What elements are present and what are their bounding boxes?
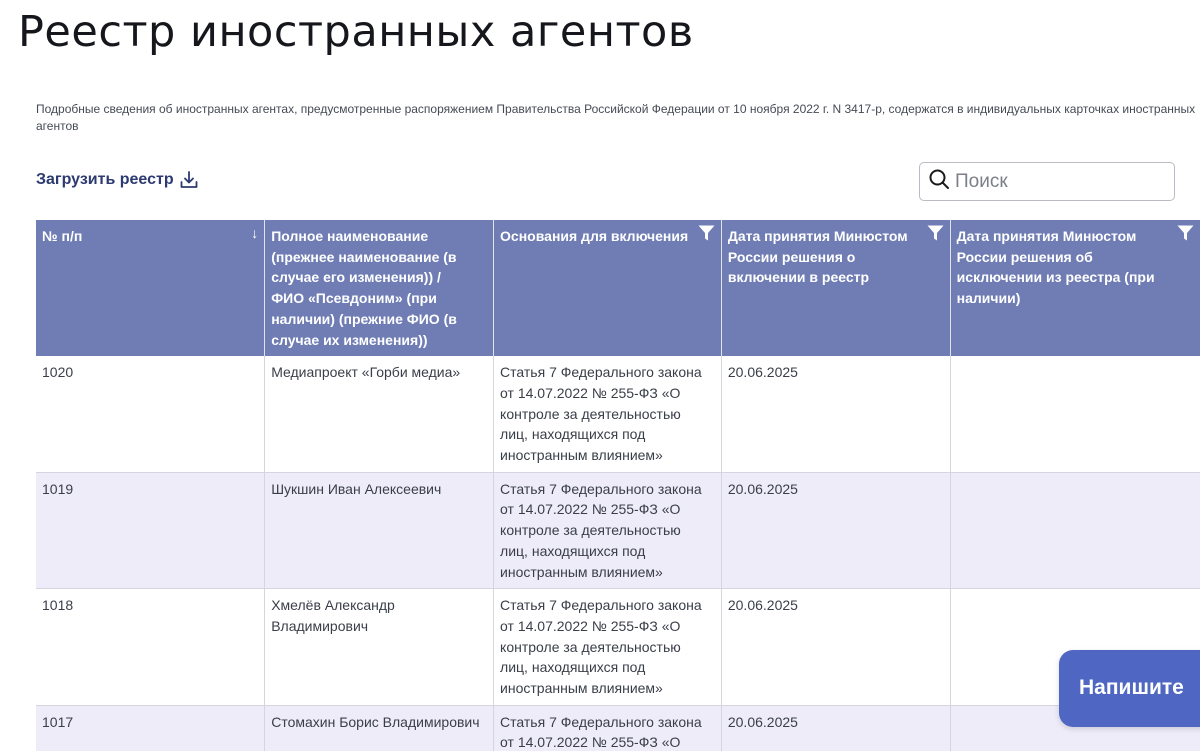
page-description: Подробные сведения об иностранных агентах, предусмотренные распоряжением Правительства Российской Федерации от 10 ноября 2022 г. N 3417-р, содержатся в индивидуальных карточках иностранных агентов [36, 102, 1196, 133]
filter-icon[interactable] [1177, 225, 1194, 247]
registry-table [36, 220, 1200, 751]
table-row[interactable] [36, 356, 1200, 472]
table-header-row [36, 220, 1200, 356]
cell-date-included: 20.06.2025 [721, 472, 950, 589]
page-title: Реестр иностранных агентов [18, 7, 694, 57]
cell-name[interactable]: Шукшин Иван Алексеевич [265, 472, 494, 589]
column-header-label: № п/п [42, 228, 83, 244]
cell-name[interactable]: Стомахин Борис Владимирович [265, 705, 494, 751]
column-header-basis [494, 220, 722, 356]
download-icon [179, 170, 199, 190]
search-box[interactable] [919, 162, 1175, 201]
cell-date-excluded [950, 472, 1200, 589]
cell-number: 1018 [36, 589, 265, 706]
cell-basis: Статья 7 Федерального закона от 14.07.2022 № 255-ФЗ «О [494, 705, 722, 751]
column-header-label: Дата принятия Минюстом России решения о включении в реестр [727, 228, 908, 286]
cell-basis: Статья 7 Федерального закона от 14.07.2022 № 255-ФЗ «О контроле за деятельностью лиц, находящихся под иностранным влиянием» [494, 589, 722, 706]
cell-name[interactable]: Хмелёв Александр Владимирович [265, 589, 494, 706]
table-row[interactable] [36, 589, 1200, 706]
download-registry-link[interactable] [36, 170, 199, 190]
cell-number: 1017 [36, 705, 265, 751]
search-icon [928, 168, 950, 195]
cell-name[interactable]: Медиапроект «Горби медиа» [265, 356, 494, 472]
column-header-name [265, 220, 494, 356]
filter-icon[interactable] [927, 225, 944, 247]
sort-arrow-down-icon[interactable]: ↓ [251, 225, 259, 241]
cell-date-excluded [950, 356, 1200, 472]
column-header-label: Основания для включения [500, 228, 689, 244]
chat-write-button[interactable] [1059, 650, 1200, 727]
column-header-number[interactable] [36, 220, 265, 356]
table-row[interactable] [36, 472, 1200, 589]
download-registry-label: Загрузить реестр [36, 171, 174, 188]
cell-basis: Статья 7 Федерального закона от 14.07.2022 № 255-ФЗ «О контроле за деятельностью лиц, находящихся под иностранным влиянием» [494, 356, 722, 472]
column-header-label: Полное наименование (прежнее наименование (в случае его изменения)) / ФИО «Псевдоним» (при наличии) (прежние ФИО (в случае их изменения)) [271, 228, 457, 348]
chat-write-label: Напишите [1079, 676, 1184, 699]
cell-date-included: 20.06.2025 [721, 356, 950, 472]
column-header-date-excluded [950, 220, 1200, 356]
cell-date-included: 20.06.2025 [721, 705, 950, 751]
column-header-date-included [721, 220, 950, 356]
filter-icon[interactable] [698, 225, 715, 247]
search-input[interactable] [955, 171, 1165, 193]
cell-number: 1020 [36, 356, 265, 472]
cell-basis: Статья 7 Федерального закона от 14.07.2022 № 255-ФЗ «О контроле за деятельностью лиц, находящихся под иностранным влиянием» [494, 472, 722, 589]
cell-number: 1019 [36, 472, 265, 589]
cell-date-included: 20.06.2025 [721, 589, 950, 706]
table-row[interactable] [36, 705, 1200, 751]
column-header-label: Дата принятия Минюстом России решения об исключении из реестра (при наличии) [956, 228, 1155, 307]
